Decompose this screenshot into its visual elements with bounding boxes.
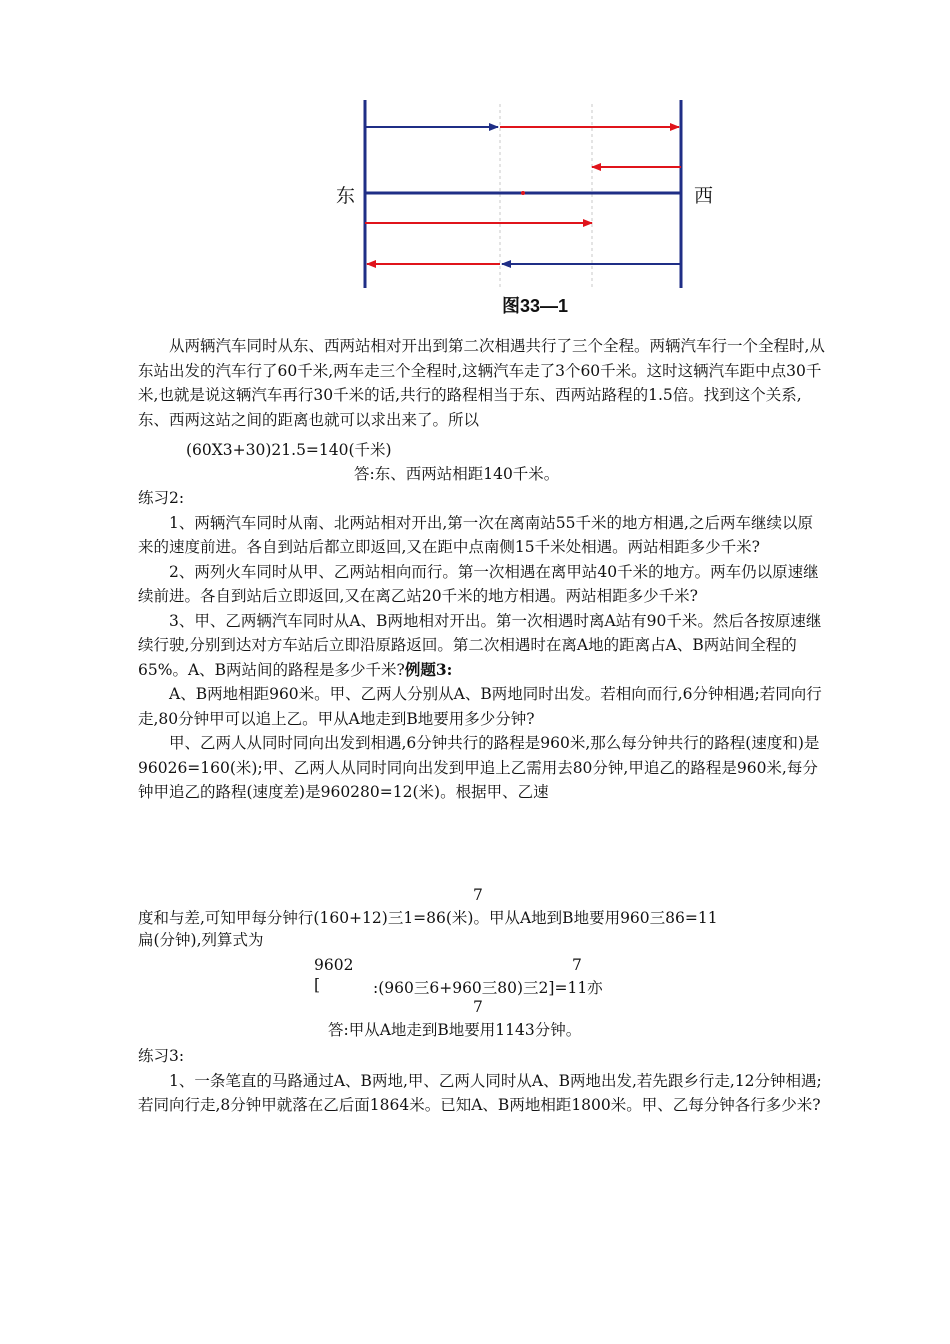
route-diagram xyxy=(330,92,730,322)
example-3-line-2: 度和与差,可知甲每分钟行(160+12)三1=86(米)。甲从A地到B地要用960三86=11 xyxy=(138,909,718,927)
practice-2-title: 练习2: xyxy=(138,489,185,507)
paragraph-1: 从两辆汽车同时从东、西两站相对开出到第二次相遇共行了三个全程。两辆汽车行一个全程时,从东站出发的汽车行了60千米,两车走三个全程时,这辆汽车走了3个60千米。这时这辆汽车距中点30千米,也就是说这辆汽车再行30千米的话,共行的路程相当于东、西两站路程的1.5倍。找到这个关系,东、西两这站之间的距离也就可以求出来了。所以 xyxy=(138,337,825,429)
practice-2-item-3-text: 3、甲、乙两辆汽车同时从A、B两地相对开出。第一次相遇时离A站有90千米。然后各按原速继续行驶,分别到达对方车站后立即沿原路返回。第二次相遇时在离A地的距离占A、B两站间全程的65%。A、B两站间的路程是多少千米? xyxy=(138,611,822,679)
formula-1: (60X3+30)21.5=140(千米) xyxy=(186,441,392,459)
practice-2-item-1: 1、两辆汽车同时从南、北两站相对开出,第一次在离南站55千米的地方相遇,之后两车继续以原来的速度前进。各自到站后都立即返回,又在距中点南侧15千米处相遇。两站相距多少千米? xyxy=(138,513,813,556)
answer-3: 答:甲从A地走到B地要用1143分钟。 xyxy=(328,1021,582,1039)
figure-33-1 xyxy=(330,92,730,322)
practice-3-item-1: 1、一条笔直的马路通过A、B两地,甲、乙两人同时从A、B两地出发,若先跟乡行走,12分钟相遇;若同向行走,8分钟甲就落在乙后面1864米。已知A、B两地相距1800米。甲、乙每分钟各行多少米? xyxy=(138,1071,822,1114)
example-3-title: 例题3: xyxy=(404,659,453,679)
figure-caption: 图33—1 xyxy=(502,296,569,316)
practice-3-title: 练习3: xyxy=(138,1047,185,1065)
practice-3-block xyxy=(138,1044,828,1118)
label-east: 东 xyxy=(336,185,356,207)
midpoint-marker xyxy=(521,191,525,195)
calc-bracket: [ xyxy=(314,976,321,994)
calc-numerator-right: 7 xyxy=(572,956,582,974)
practice-2-item-2: 2、两列火车同时从甲、乙两站相向而行。第一次相遇在离甲站40千米的地方。两车仍以原速继续前进。各自到站后立即返回,又在离乙站20千米的地方相遇。两站相距多少千米? xyxy=(138,562,819,605)
calc-expression: :(960三6+960三80)三2]=11亦 xyxy=(373,979,603,997)
example-3-solution: 甲、乙两人从同时同向出发到相遇,6分钟共行的路程是960米,那么每分钟共行的路程(速度和)是96026=160(米);甲、乙两人从同时同向出发到甲追上乙需用去80分钟,甲追乙的路程是960米,每分钟甲追乙的路程(速度差)是960280=12(米)。根据甲、乙速 xyxy=(138,734,820,801)
calc-denominator: 7 xyxy=(473,998,483,1016)
example-3-problem: A、B两地相距960米。甲、乙两人分别从A、B两地同时出发。若相向而行,6分钟相遇;若同向行走,80分钟甲可以追上乙。甲从A地走到B地要用多少分钟? xyxy=(138,685,822,728)
calc-numerator-left: 9602 xyxy=(314,956,354,974)
answer-1: 答:东、西两站相距140千米。 xyxy=(354,465,560,483)
practice-2-block xyxy=(138,486,828,805)
practice-2-item-3 xyxy=(138,609,828,683)
explanation-block xyxy=(138,334,828,432)
fraction-numerator-1: 7 xyxy=(473,886,483,904)
label-west: 西 xyxy=(694,185,714,207)
example-3-line-3: 扁(分钟),列算式为 xyxy=(138,931,264,949)
